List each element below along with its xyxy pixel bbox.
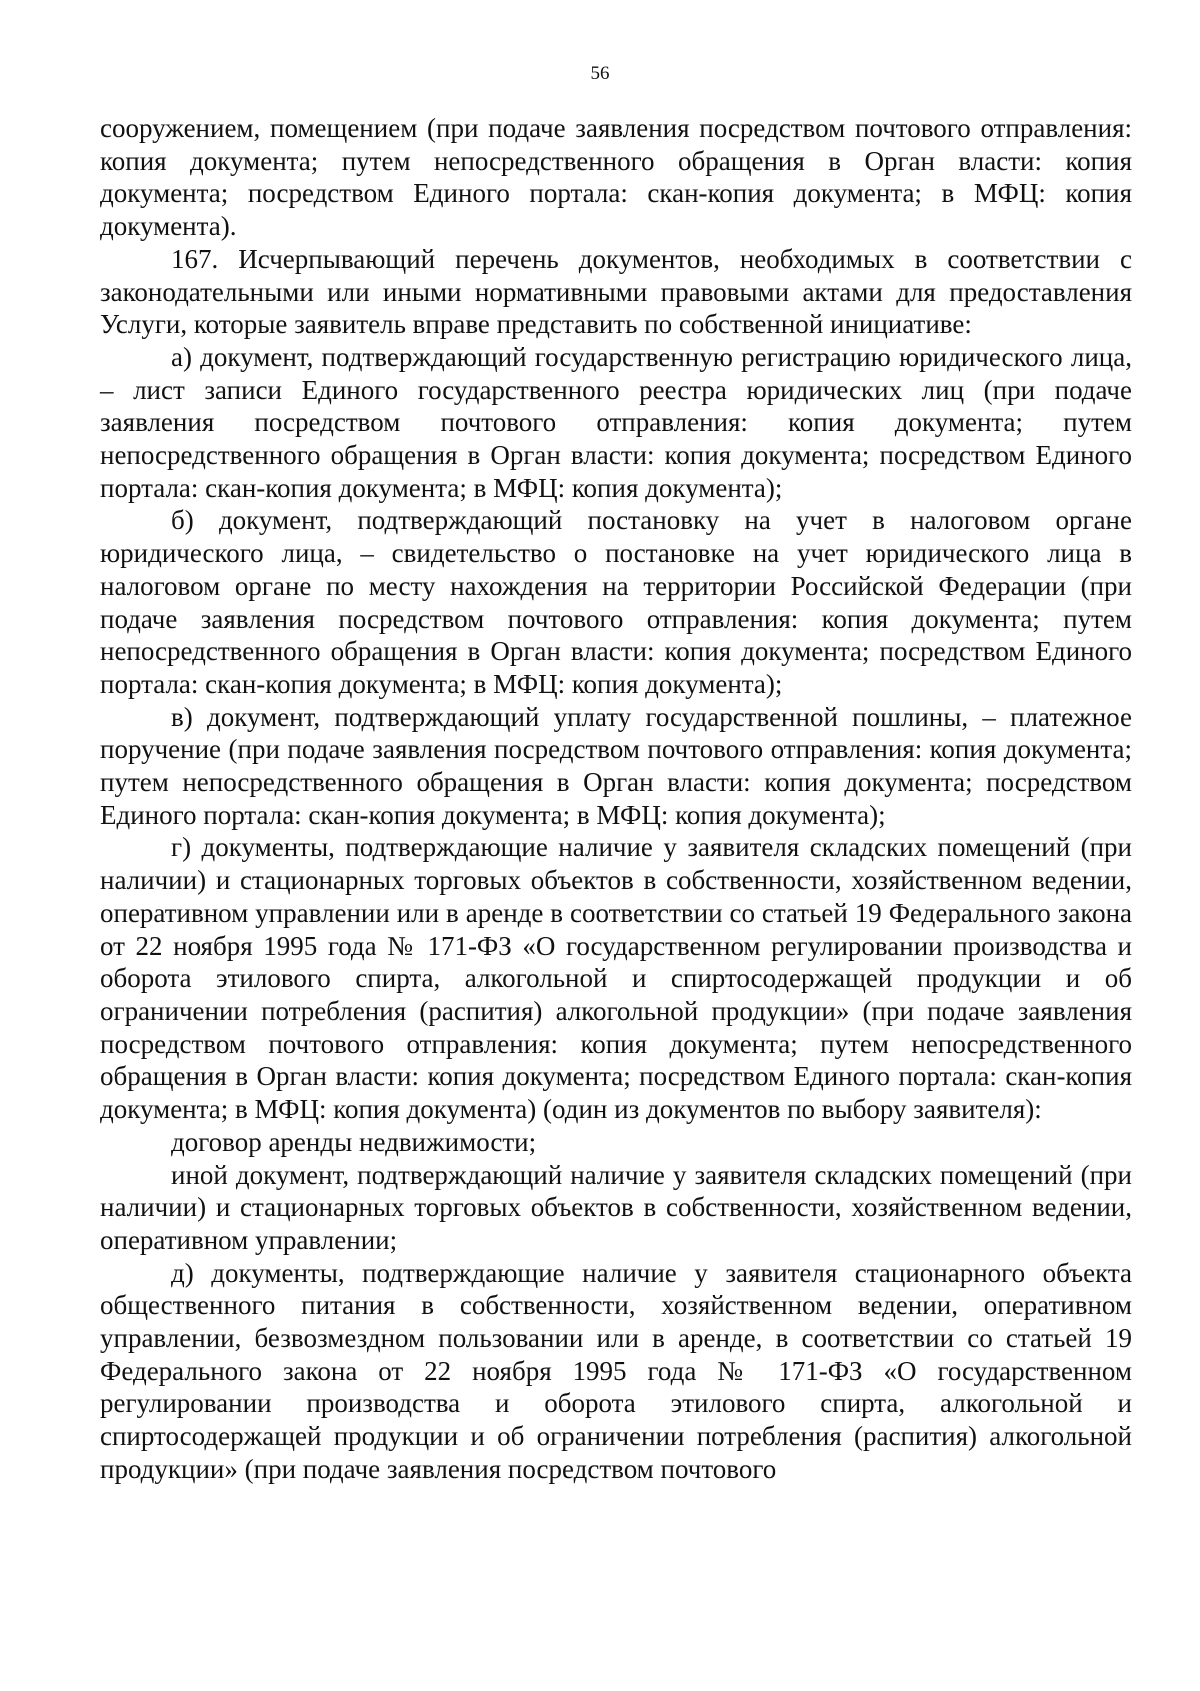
paragraph-item-a: а) документ, подтверждающий государственную регистрацию юридического лица, – лист записи Единого государственного реестра юридических лиц (при подаче заявления посредством почтового отправления: копия документа; путем непосредственного обращения в Орган власти: копия документа; посредством Единого портала: скан-копия документа; в МФЦ: копия документа); [100, 341, 1132, 503]
page-number: 56 [590, 63, 610, 84]
paragraph-continuation: сооружением, помещением (при подаче заявления посредством почтового отправления: копия документа; путем непосредственного обращения в Орган власти: копия документа; посредством Единого портала: скан-копия документа; в МФЦ: копия документа). [100, 113, 1132, 242]
paragraph-lease-contract: договор аренды недвижимости; [171, 1126, 537, 1157]
document-body [100, 112, 1132, 1486]
paragraph-item-g: г) документы, подтверждающие наличие у заявителя складских помещений (при наличии) и стационарных торговых объектов в собственности, хозяйственном ведении, оперативном управлении или в аренде в соответствии со статьей 19 Федерального закона от 22 ноября 1995 года № 171-ФЗ «О государственном регулировании производства и оборота этилового спирта, алкогольной и спиртосодержащей продукции и об ограничении потребления (распития) алкогольной продукции» (при подаче заявления посредством почтового отправления: копия документа; путем непосредственного обращения в Орган власти: копия документа; посредством Единого портала: скан-копия документа; в МФЦ: копия документа) (один из документов по выбору заявителя): [100, 832, 1132, 1125]
paragraph-167: 167. Исчерпывающий перечень документов, необходимых в соответствии с законодательными или иными нормативными правовыми актами для предоставления Услуги, которые заявитель вправе представить по собственной инициативе: [100, 243, 1132, 340]
paragraph-other-document: иной документ, подтверждающий наличие у заявителя складских помещений (при наличии) и стационарных торговых объектов в собственности, хозяйственном ведении, оперативном управлении; [100, 1159, 1132, 1255]
paragraph-item-v: в) документ, подтверждающий уплату государственной пошлины, – платежное поручение (при подаче заявления посредством почтового отправления: копия документа; путем непосредственного обращения в Орган власти: копия документа; посредством Единого портала: скан-копия документа; в МФЦ: копия документа); [100, 701, 1132, 830]
paragraph-item-b: б) документ, подтверждающий постановку на учет в налоговом органе юридического лица, – свидетельство о постановке на учет юридического лица в налоговом органе по месту нахождения на территории Российской Федерации (при подаче заявления посредством почтового отправления: копия документа; путем непосредственного обращения в Орган власти: копия документа; посредством Единого портала: скан-копия документа; в МФЦ: копия документа); [100, 505, 1132, 699]
paragraph-item-d: д) документы, подтверждающие наличие у заявителя стационарного объекта общественного питания в собственности, хозяйственном ведении, оперативном управлении, безвозмездном пользовании или в аренде, в соответствии со статьей 19 Федерального закона от 22 ноября 1995 года № 171-ФЗ «О государственном регулировании производства и оборота этилового спирта, алкогольной и спиртосодержащей продукции и об ограничении потребления (распития) алкогольной продукции» (при подаче заявления посредством почтового [100, 1257, 1132, 1484]
